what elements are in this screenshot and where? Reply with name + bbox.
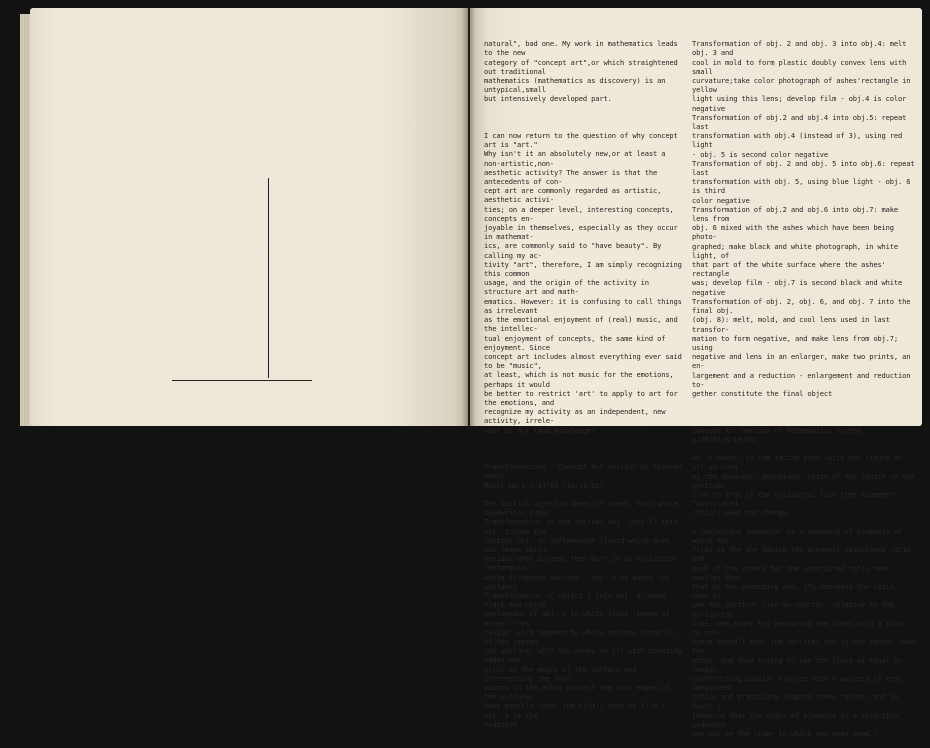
text-column-1: [484, 30, 684, 738]
left-page: [30, 8, 468, 426]
open-book: [4, 8, 926, 739]
paragraph: Transformation of obj. 2 and obj. 3 into obj.4: melt obj. 3 and cool in mold to form plastic doubly convex lens with small curvature;take color photograph of ashes'rectangle in yellow light using this lens; develop film - obj.4 is color negative Transformation of obj.2 and obj.4 into obj.5: repeat last transformation with obj.4 (instead of 3), using red light - obj. 5 is second color negative Transformation of obj. 2 and obj. 5 into obj.6: repeat last transformation with obj. 5, using blue light - obj. 6 is third color negative Transformation of obj.2 and obj.6 into obj.7: make lens from obj. 6 mixed with the ashes which have been being photo- graphed; make black and white photograph, in white light, of that part of the white surface where the ashes' rectangle was; develop film - obj.7 is second black and white negative Transformation of obj. 2, obj. 6, and obj. 7 into the final obj. (obj. 8): melt, mold, and cool lens used in last transfor- mation to form negative, and make lens from obj.7; using negative and lens in an enlarger, make two prints, an en- largement and a reduction - enlargement and reduction to- gether constitute the final object: [692, 39, 915, 398]
figure-vertical-line: [268, 178, 269, 378]
book-spine: [462, 8, 476, 426]
text-column-2: [692, 30, 918, 748]
figure-horizontal-line: [172, 380, 312, 381]
section-heading: Transformations - Concept Art Version of Colored Sheet Music No.1 3/14/61 (10/11/61): [484, 462, 682, 490]
paragraph: I can now return to the question of why concept art is "art." Why isn't it an absolutely new,or at least a non-artistic,non- aesthetic activity? The answer is that the antecedents of con- cept art are commonly regarded as artistic, aesthetic activi- ties; on a deeper level, interesting concepts, concepts en- joyable in themselves, especially as they occur in mathemat- ics, are commonly said to "have beauty". By calling my ac- tivity "art", therefore, I am simply recognizing this common usage, and the origin of the activity in structure art and math- ematics. However: it is confusing to call things as irrelevant as the emotional enjoyment of (real) music, and the intellec- tual enjoyment of concepts, the same kind of enjoyment. Since concept art includes almost everything ever said to be "music", at least, which is not music for the emotions, perhaps it would be better to restrict 'art' to apply to art for the emotions, and recognize my activity as an independent, new activity, irrele- vant to art (and knowledge).: [484, 131, 682, 435]
paragraph: A "selection sequence" is a sequence of elements of which the first is the one having the greatest associated ratio, and each of the others has the associated ratio next smaller than that of the preceding one. (To decrease the ratio, come to see the vertical line as shorter, relative to the horizontal line, one might try measuring the lines with a ruler to con- vince oneself that the vertical one is not longer than the other, and then trying to see the lines as equal in length; constructing similar figures with a variety of real (measured) ratios and practicing judging these ratios; and so forth.) [Observe that the order of elements in a selection sequence may not be the order in which one sees them.]: [692, 526, 915, 739]
paragraph: The initial object:a sheet of cheap, thin white typewriter paper Transformation of the initial obj. (obj.1) into obj. 2:soak the initial obj. in inflammable liquid which does not leave solid residue when burned; then burn it on horizontal rectangular white fireproof surface - obj. 2 is ashes (on surface) Transformation of object 2 into obj. 3: make black and white photograph of obj. 2 in white light (image of ashes' "rec- tangle" with respect to white surface (that is, of the region (of surface, with the ashes on it) with bounding edges par- allel to the edges of the surface and intersecting the four points in the ashes nearest the four edges of the surface) must exactly cover the film); develop film - obj. 3 is the negative: [484, 498, 682, 729]
paragraph: An "element" is the facing page (with the figure on it) so long as the apparent, perceived, ratio of the length of the vertical line to that of the horizontal line (the element's "associated ratio") does not change.: [692, 453, 915, 518]
paragraph: natural", bad one. My work in mathematics leads to the new category of "concept art",or which straightened out traditional mathematics (mathematics as discovery) is an untypical,small but intensively developed part.: [484, 39, 678, 104]
section-heading: Concept Art Version of Mathematics System 3/26/61(6/19/61): [692, 425, 861, 444]
